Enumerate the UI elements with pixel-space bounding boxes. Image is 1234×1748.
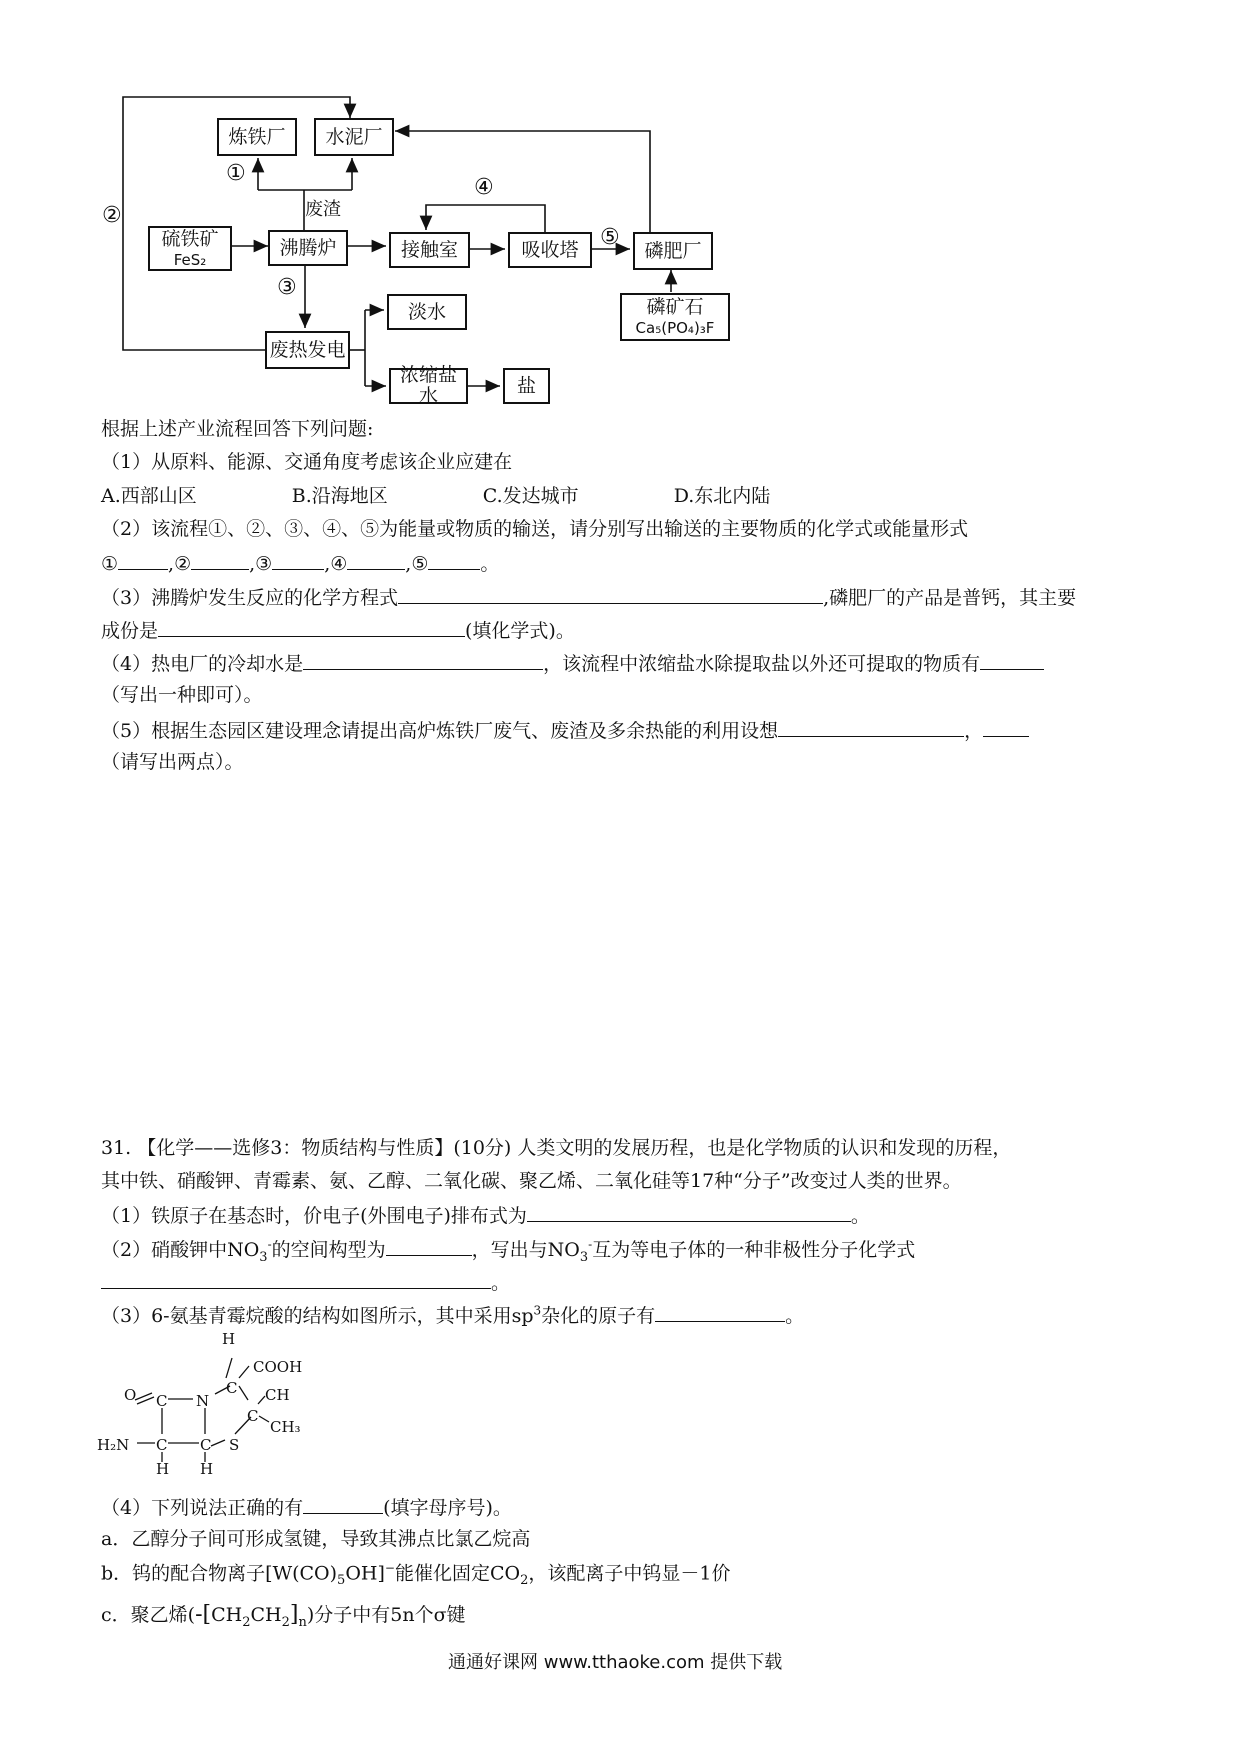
q31-q2-end: 。 [491,1272,511,1294]
q31-q4 [101,1495,512,1520]
q31-option-a: a．乙醇分子间可形成氢键，导致其沸点比氯乙烷高 [101,1528,531,1550]
answer-blank-equation[interactable] [398,585,823,604]
ore-label: 硫铁矿 [161,227,219,250]
struct-c-acid: C [226,1379,238,1397]
q31-q2-text-a: （2）硝酸钾中NO [101,1239,260,1261]
q31-q3-text-a: （3）6-氨基青霉烷酸的结构如图所示，其中采用sp [101,1305,534,1327]
q30-q5-text-a: （5）根据生态园区建设理念请提出高炉炼铁厂废气、废渣及多余热能的利用设想 [101,720,779,742]
q31-c-text-1: c．聚乙烯( [101,1604,196,1626]
struct-h-bottom-right: H [200,1460,214,1478]
q30-q4-text-a: （4）热电厂的冷却水是 [101,653,304,675]
q30-options [101,485,770,508]
q30-q3-line1 [101,585,1076,610]
q30-q4-text-b: ，该流程中浓缩盐水除提取盐以外还可提取的物质有 [543,653,981,675]
answer-blank-idea-1[interactable] [778,718,964,737]
absorption-tower-box [508,232,592,268]
answer-blank-idea-2[interactable] [983,718,1029,737]
contact-chamber-box [389,232,470,268]
q31-option-b: b．钨的配合物离子$[W(CO)_5OH]^-$能催化固定$CO_2$，该配离子中钨显－1价 [101,1561,731,1589]
circle-4: ④ [474,175,494,200]
answer-blank-3[interactable] [272,551,324,570]
contact-chamber-label: 接触室 [400,238,458,261]
circle-2: ② [102,203,122,228]
q31-b-text-3: 能催化固定CO [394,1562,521,1585]
option-c: C.发达城市 [482,485,579,507]
q30-q1: （1）从原料、能源、交通角度考虑该企业应建在 [101,451,513,473]
answer-blank-sp3-atoms[interactable] [655,1303,785,1322]
answer-blank-choice[interactable] [303,1495,383,1514]
q30-q3-text-c: 成份是 [101,620,159,642]
struct-ch3-upper: CH [265,1386,290,1404]
blank-mark-2: ,② [168,553,192,575]
circle-3: ③ [277,275,297,300]
slag-label: 废渣 [305,199,341,220]
q31-q2-text-b: 的空间构型为 [271,1239,386,1261]
answer-blank-isoelectronic[interactable] [101,1270,491,1289]
blank-mark-5: ,⑤ [405,553,429,575]
q30-q2-blanks [101,551,499,576]
q31-b-text-2: OH] [345,1562,385,1585]
option-a: A.西部山区 [101,485,197,507]
blank-mark-1: ① [101,553,119,575]
struct-n: N [196,1392,210,1410]
answer-blank-1[interactable] [118,551,168,570]
q30-q5-line1 [101,718,1029,743]
q31-q4-text-b: (填字母序号)。 [383,1497,512,1519]
answer-blank-extract[interactable] [980,651,1044,670]
q31-q1 [101,1203,870,1228]
answer-blank-2[interactable] [191,551,249,570]
q30-q4-line1 [101,651,1044,676]
q31-q1-end: 。 [850,1205,870,1227]
blank-mark-4: ,④ [324,553,348,575]
waste-heat-power-box [265,331,350,369]
phosphate-plant-box [633,232,713,270]
answer-blank-geometry[interactable] [386,1237,472,1256]
struct-c-dimethyl: C [247,1407,259,1425]
boiling-furnace-label: 沸腾炉 [279,236,337,259]
q30-q4-line2: （写出一种即可）。 [101,684,263,706]
q31-q3-text-b: 杂化的原子有 [541,1305,656,1327]
blank-mark-3: ,③ [249,553,273,575]
q31-q2: （2）硝酸钾中$NO_3^-$的空间构型为 ，写出与$NO_3^-$互为等电子体的一种非极性分子化学式 [101,1237,916,1265]
answer-blank-cooling-water[interactable] [303,651,543,670]
q31-q3-end: 。 [785,1305,805,1327]
q30-q3-line2 [101,618,575,643]
q30-q3-text-a: （3）沸腾炉发生反应的化学方程式 [101,587,399,609]
q31-line2: 其中铁、硝酸钾、青霉素、氨、乙醇、二氧化碳、聚乙烯、二氧化硅等17种“分子”改变过人类的世界。 [101,1170,962,1192]
q31-line1: 31. 【化学——选修3：物质结构与性质】(10分) 人类文明的发展历程，也是化学物质的认识和发现的历程， [101,1137,1012,1159]
cement-plant-label: 水泥厂 [325,125,383,148]
option-b: B.沿海地区 [291,485,388,507]
struct-h2n: H₂N [97,1436,130,1454]
struct-cooh: COOH [253,1358,303,1376]
cement-plant-box [314,118,394,156]
q31-q2-line2 [101,1270,510,1295]
absorption-tower-label: 吸收塔 [521,238,579,261]
salt-box [503,368,550,404]
q30-intro: 根据上述产业流程回答下列问题: [101,418,374,440]
page-footer: 通通好课网 www.tthaoke.com 提供下载 [448,1652,783,1673]
q31-c-text-3: CH [250,1604,282,1626]
q30-q3-text-b: ,磷肥厂的产品是普钙，其主要 [823,587,1077,609]
circle-5: ⑤ [600,225,620,250]
struct-ch3-lower: CH₃ [270,1418,301,1436]
q31-option-c: c．聚乙烯$(-[CH_2CH_2]_n)$分子中有5n个σ键 [101,1602,466,1630]
q30-q5-line2: （请写出两点）。 [101,751,244,773]
phosphate-plant-label: 磷肥厂 [644,239,702,262]
ore-box [148,226,232,271]
ore-formula: FeS₂ [173,250,207,269]
struct-s: S [229,1436,240,1454]
q31-c-text-2: CH [211,1604,243,1626]
boiling-furnace-box [268,230,348,266]
q30-q5-text-b: ， [964,720,984,742]
q30-q2: （2）该流程①、②、③、④、⑤为能量或物质的输送，请分别写出输送的主要物质的化学式或能量形式 [101,518,969,540]
q30-q3-text-d: (填化学式)。 [465,620,575,642]
phosphate-rock-box [620,293,730,341]
struct-c-carbonyl: C [156,1392,168,1410]
fresh-water-box [387,294,467,330]
answer-blank-component[interactable] [158,618,465,637]
circle-1: ① [226,161,246,186]
option-d: D.东北内陆 [673,485,771,507]
brine-box [389,364,468,407]
struct-h-bottom-left: H [156,1460,170,1478]
answer-blank-electron-config[interactable] [527,1203,851,1222]
penicillanic-acid-structure [95,1330,335,1480]
q31-q3: （3）6-氨基青霉烷酸的结构如图所示，其中采用$sp^3$杂化的原子有 。 [101,1303,805,1327]
struct-o: O [124,1386,137,1404]
struct-c-amino: C [156,1436,168,1454]
brine-label: 浓缩盐水 [399,364,457,407]
q31-q1-text: （1）铁原子在基态时，价电子(外围电子)排布式为 [101,1205,527,1227]
iron-plant-box [217,118,297,156]
q31-b-text-1: b．钨的配合物离子[W(CO) [101,1562,338,1585]
q31-c-text-4: )分子中有5n个σ键 [306,1604,466,1626]
iron-plant-label: 炼铁厂 [228,125,286,148]
q31-q4-text-a: （4）下列说法正确的有 [101,1497,304,1519]
q31-q2-text-d: 互为等电子体的一种非极性分子化学式 [592,1239,916,1261]
blank-mark-end: 。 [480,553,500,575]
struct-h-top: H [222,1330,236,1348]
phosphate-rock-label: 磷矿石 [646,296,704,319]
fresh-water-label: 淡水 [407,300,446,323]
waste-heat-power-label: 废热发电 [269,338,346,361]
flowchart-connectors [0,0,1234,420]
struct-c-thio: C [200,1436,212,1454]
answer-blank-5[interactable] [428,551,480,570]
answer-blank-4[interactable] [347,551,405,570]
salt-label: 盐 [516,374,536,397]
phosphate-rock-formula: Ca₅(PO₄)₃F [635,319,715,338]
q31-q2-text-c: ，写出与NO [471,1239,580,1261]
q31-b-text-4: ，该配离子中钨显－1价 [528,1562,731,1585]
